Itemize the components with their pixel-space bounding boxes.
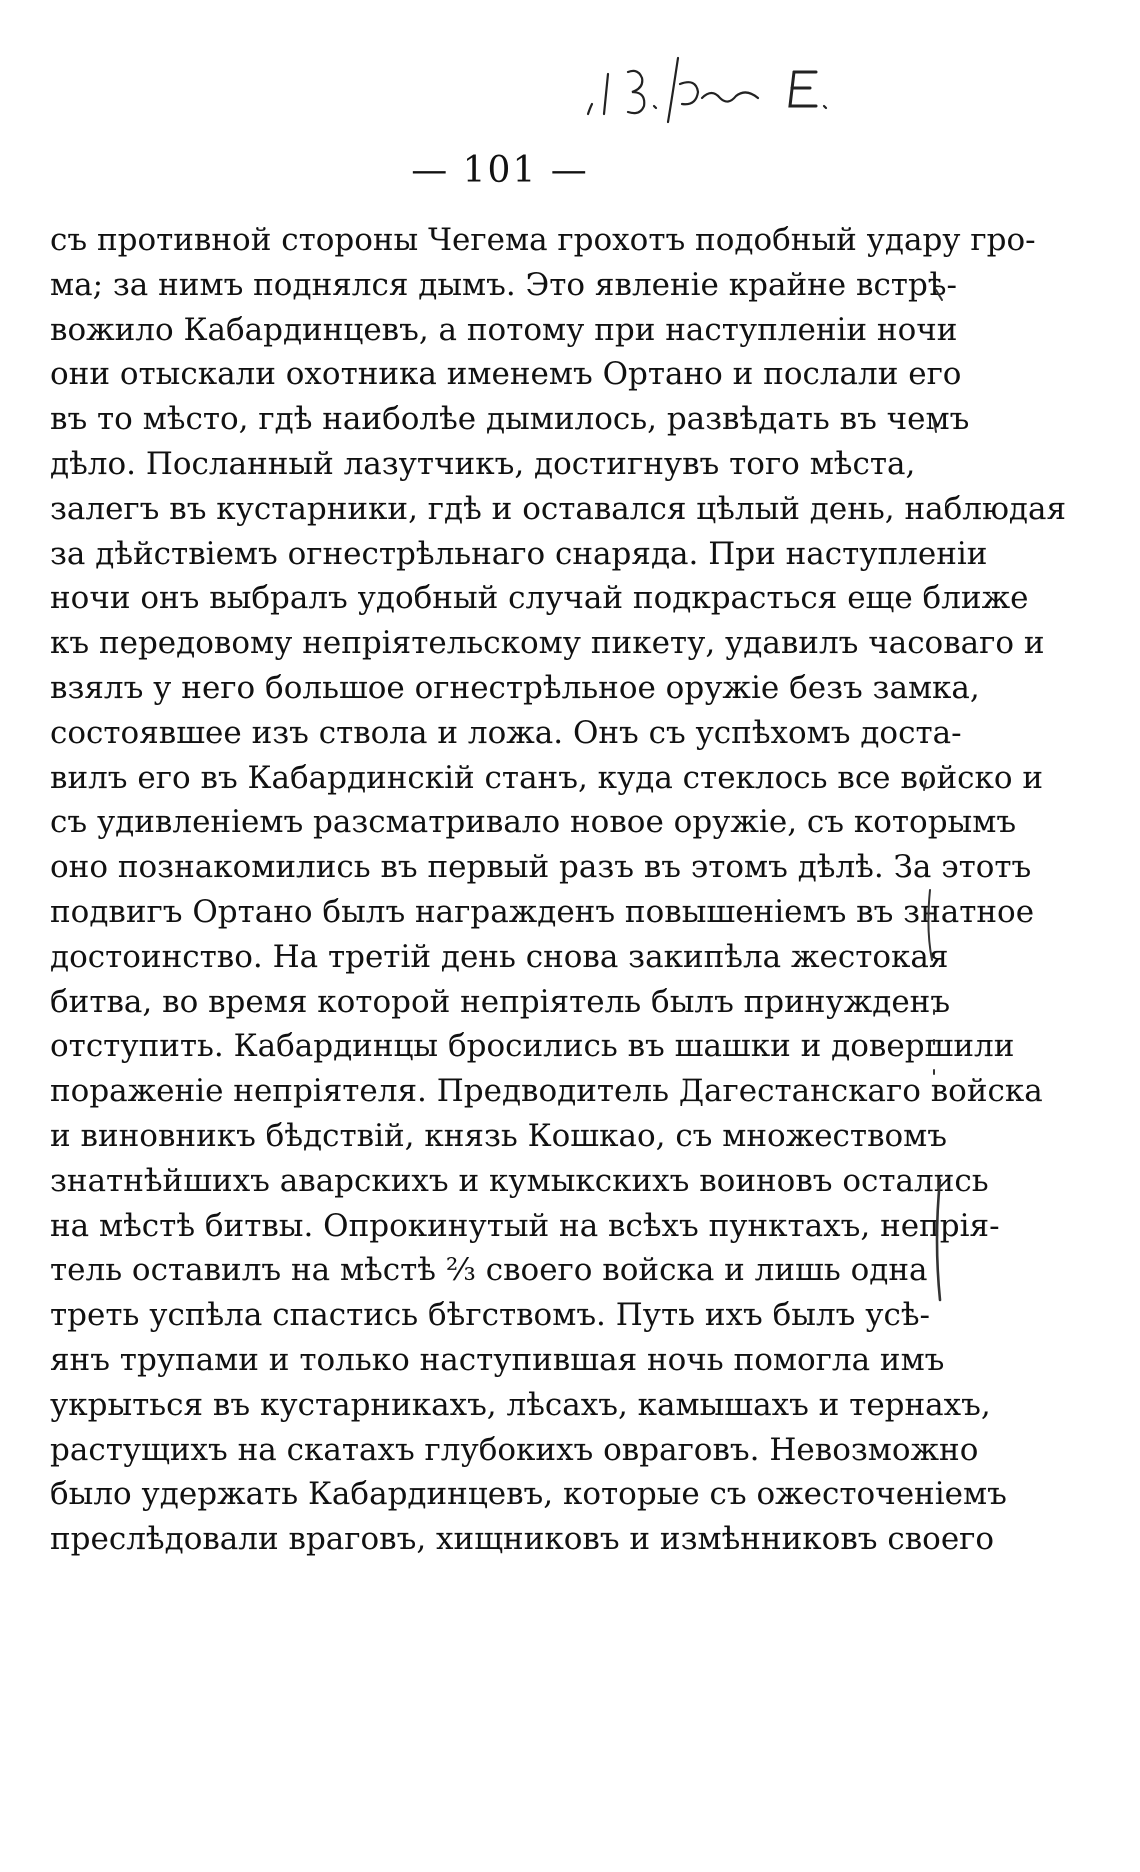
handwritten-annotation [568, 44, 898, 134]
text-line: знатнѣйшихъ аварскихъ и кумыкскихъ воиновъ остались [50, 1162, 989, 1199]
text-line: преслѣдовали враговъ, хищниковъ и измѣнниковъ своего [50, 1521, 995, 1558]
page-number: — 101 — [411, 150, 589, 191]
text-line: укрыться въ кустарникахъ, лѣсахъ, камышахъ и тернахъ, [50, 1386, 991, 1423]
text-line: съ удивленіемъ разсматривало новое оружіе, съ которымъ [50, 804, 1017, 841]
text-line: треть успѣла спастись бѣгствомъ. Путь ихъ былъ усѣ- [50, 1297, 931, 1334]
margin-marks [900, 250, 980, 1350]
text-line: было удержать Кабардинцевъ, которые съ ожесточеніемъ [50, 1476, 1007, 1513]
text-line: взялъ у него большое огнестрѣльное оружіе безъ замка, [50, 669, 980, 706]
text-line: битва, во время которой непріятель былъ принужденъ [50, 983, 951, 1020]
text-line: вилъ его въ Кабардинскій станъ, куда стеклось все войско и [50, 759, 1044, 796]
text-line: на мѣстѣ битвы. Опрокинутый на всѣхъ пунктахъ, непрія- [50, 1207, 1000, 1244]
text-line: подвигъ Ортано былъ награжденъ повышеніемъ въ знатное [50, 893, 1035, 930]
text-line: вожило Кабардинцевъ, а потому при наступленіи ночи [50, 311, 958, 348]
text-line: въ то мѣсто, гдѣ наиболѣе дымилось, развѣдать въ чемъ [50, 401, 970, 438]
text-line: къ передовому непріятельскому пикету, удавилъ часоваго и [50, 625, 1045, 662]
text-line: съ противной стороны Чегема грохотъ подобный удару гро- [50, 222, 1036, 258]
text-line: отступить. Кабардинцы бросились въ шашки и довершили [50, 1028, 1015, 1065]
text-line: ма; за нимъ поднялся дымъ. Это явленіе крайне встрѣ- [50, 266, 957, 303]
text-line: растущихъ на скатахъ глубокихъ овраговъ. Невозможно [50, 1431, 979, 1468]
text-line: тель оставилъ на мѣстѣ ⅔ своего войска и лишь одна [50, 1252, 928, 1289]
text-line: за дѣйствіемъ огнестрѣльнаго снаряда. При наступленіи [50, 535, 988, 572]
text-line: состоявшее изъ ствола и ложа. Онъ съ успѣхомъ доста- [50, 714, 962, 751]
text-line: дѣло. Посланный лазутчикъ, достигнувъ того мѣста, [50, 445, 916, 482]
text-line: достоинство. На третій день снова закипѣла жестокая [50, 938, 949, 975]
text-line: пораженіе непріятеля. Предводитель Дагестанскаго войска [50, 1073, 1043, 1110]
text-line: оно познакомились въ первый разъ въ этомъ дѣлѣ. За этотъ [50, 849, 1032, 886]
text-line: и виновникъ бѣдствій, князь Кошкао, съ множествомъ [50, 1117, 948, 1154]
text-line: янъ трупами и только наступившая ночь помогла имъ [50, 1341, 945, 1378]
body-text [50, 218, 1067, 1562]
text-line: залегъ въ кустарники, гдѣ и оставался цѣлый день, наблюдая [50, 490, 1067, 527]
text-line: они отыскали охотника именемъ Ортано и послали его [50, 356, 962, 393]
text-line: ночи онъ выбралъ удобный случай подкрасться еще ближе [50, 580, 1029, 617]
